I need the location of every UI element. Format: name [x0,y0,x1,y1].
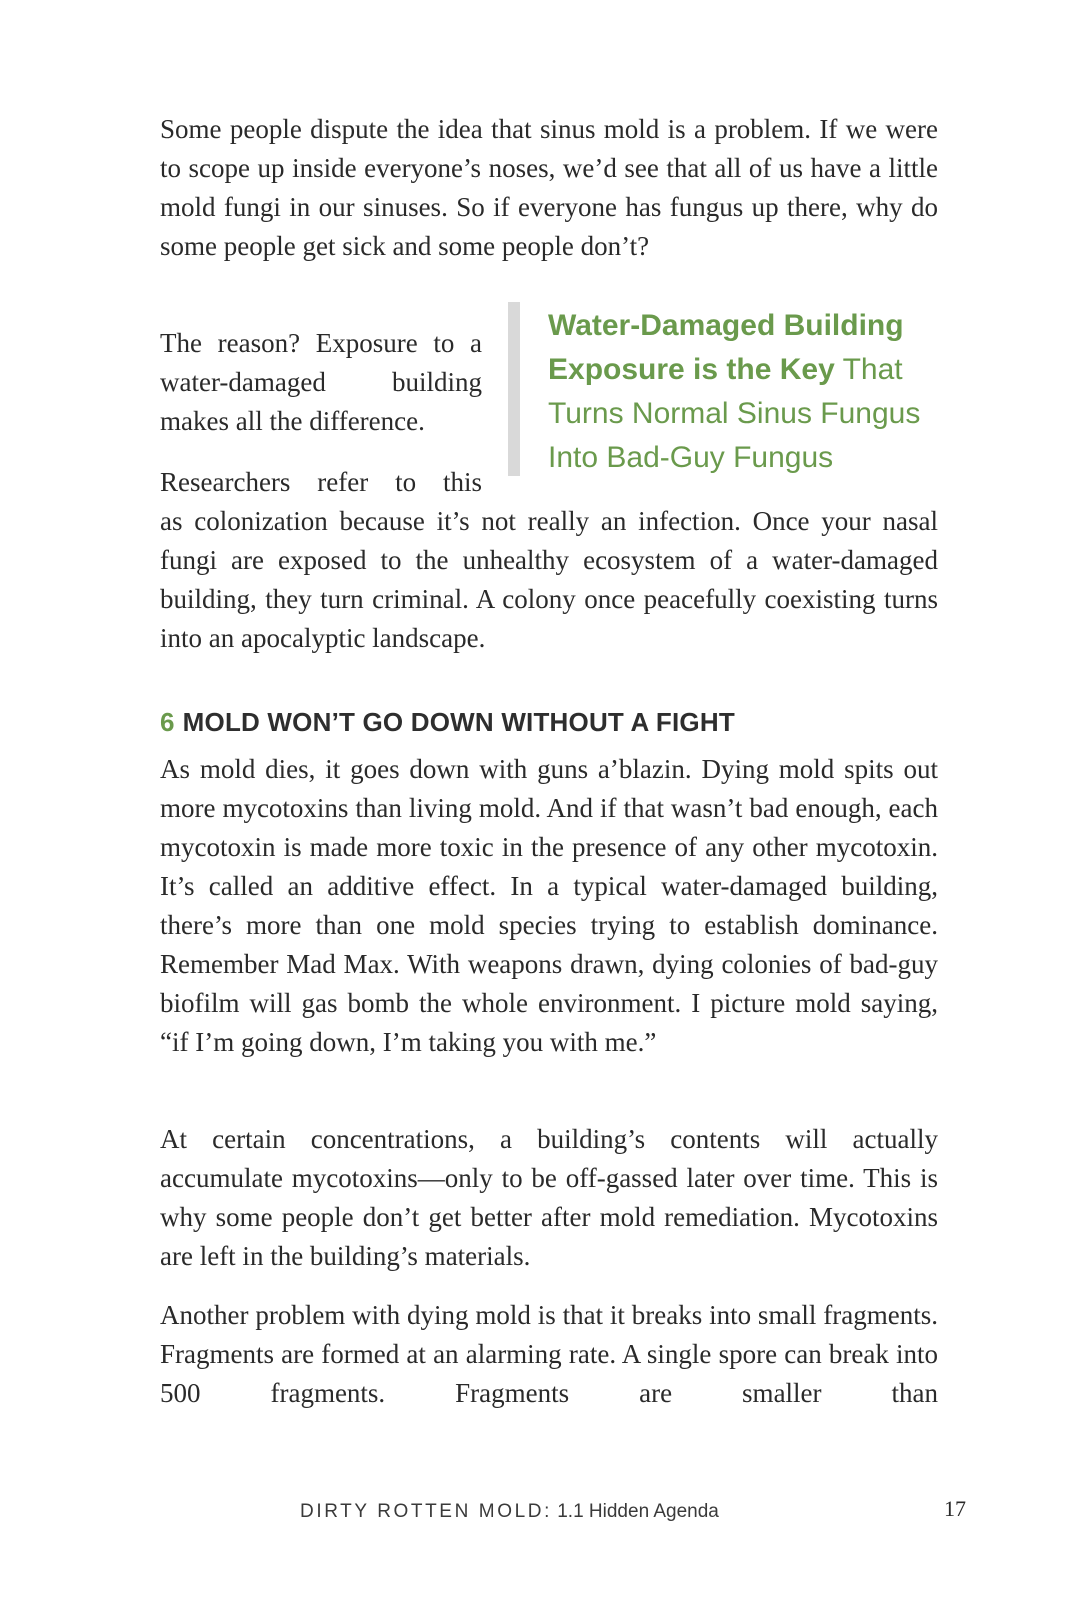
footer-book-title: DIRTY ROTTEN MOLD: [300,1501,552,1522]
section-heading [160,704,938,740]
pull-quote [508,302,938,476]
section-title: MOLD WON’T GO DOWN WITHOUT A FIGHT [182,707,735,737]
pull-quote-text [548,304,948,480]
running-footer [300,1498,719,1526]
section-number: 6 [160,707,175,737]
pull-quote-regular: That Turns Normal Sinus Fungus Into Bad-Guy Fungus [548,353,921,474]
body-paragraph-fragments: Another problem with dying mold is that it breaks into small fragments. Fragments are formed at an alarming rate. A single spore can break into 500 fragments. Fragments are smaller than [160,1300,938,1408]
body-paragraph-reason: The reason? Exposure to a water-damaged building makes all the difference. [160,328,482,436]
page-number: 17 [944,1496,966,1521]
body-paragraph-concentrations: At certain concentrations, a building’s contents will actually accumulate mycotoxins—only to be off-gassed later over time. This is why some people don’t get better after mold remediation. Mycotoxins are left in the building’s materials. [160,1124,938,1271]
body-paragraph-dying-mold: As mold dies, it goes down with guns a’blazin. Dying mold spits out more mycotoxins than living mold. And if that wasn’t bad enough, each mycotoxin is made more toxic in the presence of any other mycotoxin. It’s called an additive effect. In a typical water-damaged building, there’s more than one mold species trying to establish dominance. Remember Mad Max. With weapons drawn, dying colonies of bad-guy biofilm will gas bomb the whole environment. I picture mold saying, “if I’m going down, I’m taking you with me.” [160,754,938,1057]
body-paragraph-sinus-mold: Some people dispute the idea that sinus mold is a problem. If we were to scope up inside everyone’s noses, we’d see that all of us have a little mold fungi in our sinuses. So if everyone has fungus up there, why do some people get sick and some people don’t? [160,114,938,261]
body-paragraph-colonization: as colonization because it’s not really an infection. Once your nasal fungi are exposed to the unhealthy ecosystem of a water-damaged building, they turn criminal. A colony once peacefully coexisting turns into an apocalyptic landscape. [160,506,938,653]
pull-quote-bar [508,302,520,476]
pull-quote-bold: Water-Damaged Building Exposure is the Key [548,309,904,386]
body-paragraph-researchers-lead: Researchers refer to this [160,467,482,497]
footer-subtitle: 1.1 Hidden Agenda [557,1501,719,1522]
